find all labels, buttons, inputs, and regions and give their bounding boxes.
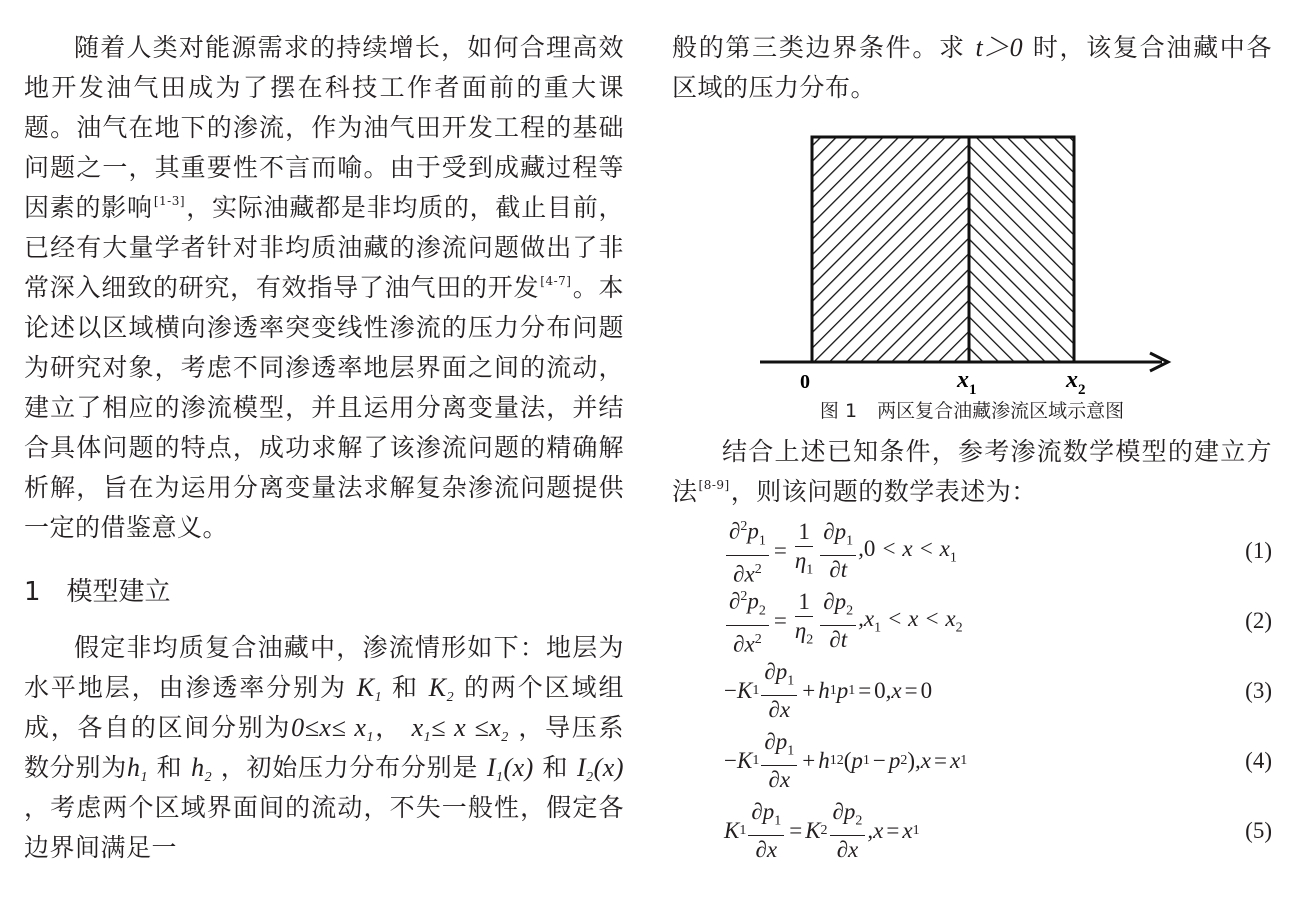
model-text-2: 和 — [391, 673, 419, 702]
equation-number-1: (1) — [1245, 538, 1272, 563]
model-text-7: 和 — [542, 753, 569, 782]
citation-8-9[interactable]: [8-9] — [698, 478, 730, 492]
symbol-h2: $h_2$ — [191, 753, 213, 785]
equation-number-3: (3) — [1245, 678, 1272, 703]
section-heading — [24, 572, 624, 612]
citation-1-3[interactable]: [1-3] — [153, 194, 186, 208]
region-2-hatch — [969, 137, 1074, 362]
x2-label: $x_2$ — [1066, 367, 1086, 394]
intro-paragraph — [24, 28, 624, 548]
symbol-K1: $K_1$ — [356, 673, 383, 705]
equation-number-4: (4) — [1245, 748, 1272, 773]
range-2: $x_1\le x \le x_2$ — [411, 713, 509, 745]
x1-label: $x_1$ — [957, 367, 977, 394]
equation-list — [672, 516, 1272, 866]
right-column — [672, 28, 1272, 866]
model-text-4: ，导压系数分别为 — [24, 713, 624, 782]
time-condition: t＞0 — [975, 33, 1024, 62]
figure-caption-text: 两区复合油藏渗流区域示意图 — [877, 400, 1125, 422]
range-separator: ， — [373, 713, 402, 742]
left-column — [24, 28, 624, 868]
equation-5: K 1 $\frac{\partial p_1}{\partial x}$ = K 2 $\frac{\partial p_2}{\partial x}$ ,x = x 1 (5) — [724, 798, 1272, 863]
intro-text-1: 随着人类对能源需求的持续增长，如何合理高效地开发油气田成为了摆在科技工作者面前的重大课题。油气在地下的渗流，作为油气田开发工程的基础问题之一，其重要性不言而喻。由于受到成藏过程等因素的影响 — [24, 33, 624, 222]
symbol-I2x: $I_2(x)$ — [576, 753, 624, 785]
section-title: 模型建立 — [66, 577, 171, 607]
symbol-I1x: $I_1(x)$ — [486, 753, 534, 785]
lead-text-1: 结合上述已知条件，参考渗流数学模型的建立方法 — [672, 437, 1272, 506]
continued-text-2: 时，该复合油藏中各区域的压力分布。 — [672, 33, 1272, 102]
model-text-5: 和 — [156, 753, 183, 782]
model-text-6: ，初始压力分布分别是 — [220, 753, 479, 782]
continued-paragraph — [672, 28, 1272, 108]
equation-number-5: (5) — [1245, 818, 1272, 843]
intro-text-2: ，实际油藏都是非均质的，截止目前，已经有大量学者针对非均质油藏的渗流问题做出了非常深入细致的研究，有效指导了油气田的开发 — [24, 193, 624, 302]
figure-caption — [672, 396, 1272, 423]
citation-4-7[interactable]: [4-7] — [540, 274, 572, 288]
equation-4: − K 1 $\frac{\partial p_1}{\partial x}$ + h 12 ( p 1 − p 2 ) ,x = x 1 (4) — [724, 728, 1272, 793]
model-text-1: 假定非均质复合油藏中，渗流情形如下：地层为水平地层，由渗透率分别为 — [24, 633, 624, 702]
reservoir-diagram — [672, 114, 1272, 394]
figure-number: 图 1 — [819, 400, 858, 422]
equation-2: $\frac{\partial^2p_2}{\partial x^2}$ = $\frac{1}{\eta_2}$ $\frac{\partial p_2}{\partial t}$ $,x_1 < x < x_2$ (2) — [672, 586, 1272, 656]
range-1: $0\le x\le x_1$ — [291, 713, 374, 745]
equation-1: $\frac{\partial^2p_1}{\partial x^2}$ = $\frac{1}{\eta_1}$ $\frac{\partial p_1}{\partial t}$ $,0 < x < x_1$ (1) — [672, 516, 1272, 586]
symbol-K2: $K_2$ — [428, 673, 455, 705]
equation-number-2: (2) — [1245, 608, 1272, 633]
region-1-hatch — [812, 137, 969, 362]
lead-text-2: ，则该问题的数学表述为： — [730, 477, 1037, 506]
model-text-8: ，考虑两个区域界面间的流动，不失一般性，假定各边界间满足一 — [24, 793, 624, 862]
model-text-3: 的两个区域组成，各自的区间分别为 — [24, 673, 624, 742]
section-number: 1 — [24, 577, 41, 607]
symbol-h1: $h_1$ — [126, 753, 148, 785]
continued-text-1: 般的第三类边界条件。求 — [672, 33, 966, 62]
model-paragraph — [24, 628, 624, 868]
intro-text-3: 。本论述以区域横向渗透率突变线性渗流的压力分布问题为研究对象，考虑不同渗透率地层界面之间的流动，建立了相应的渗流模型，并且运用分离变量法，并结合具体问题的特点，成功求解了该渗流问题的精确解析解，旨在为运用分离变量法求解复杂渗流问题提供一定的借鉴意义。 — [24, 273, 624, 542]
figure-1 — [672, 114, 1272, 432]
origin-label: 0 — [800, 371, 810, 393]
equation-3: − K 1 $\frac{\partial p_1}{\partial x}$ + h 1 p 1 = 0 ,x = 0 (3) — [724, 658, 1272, 723]
lead-paragraph — [672, 432, 1272, 512]
